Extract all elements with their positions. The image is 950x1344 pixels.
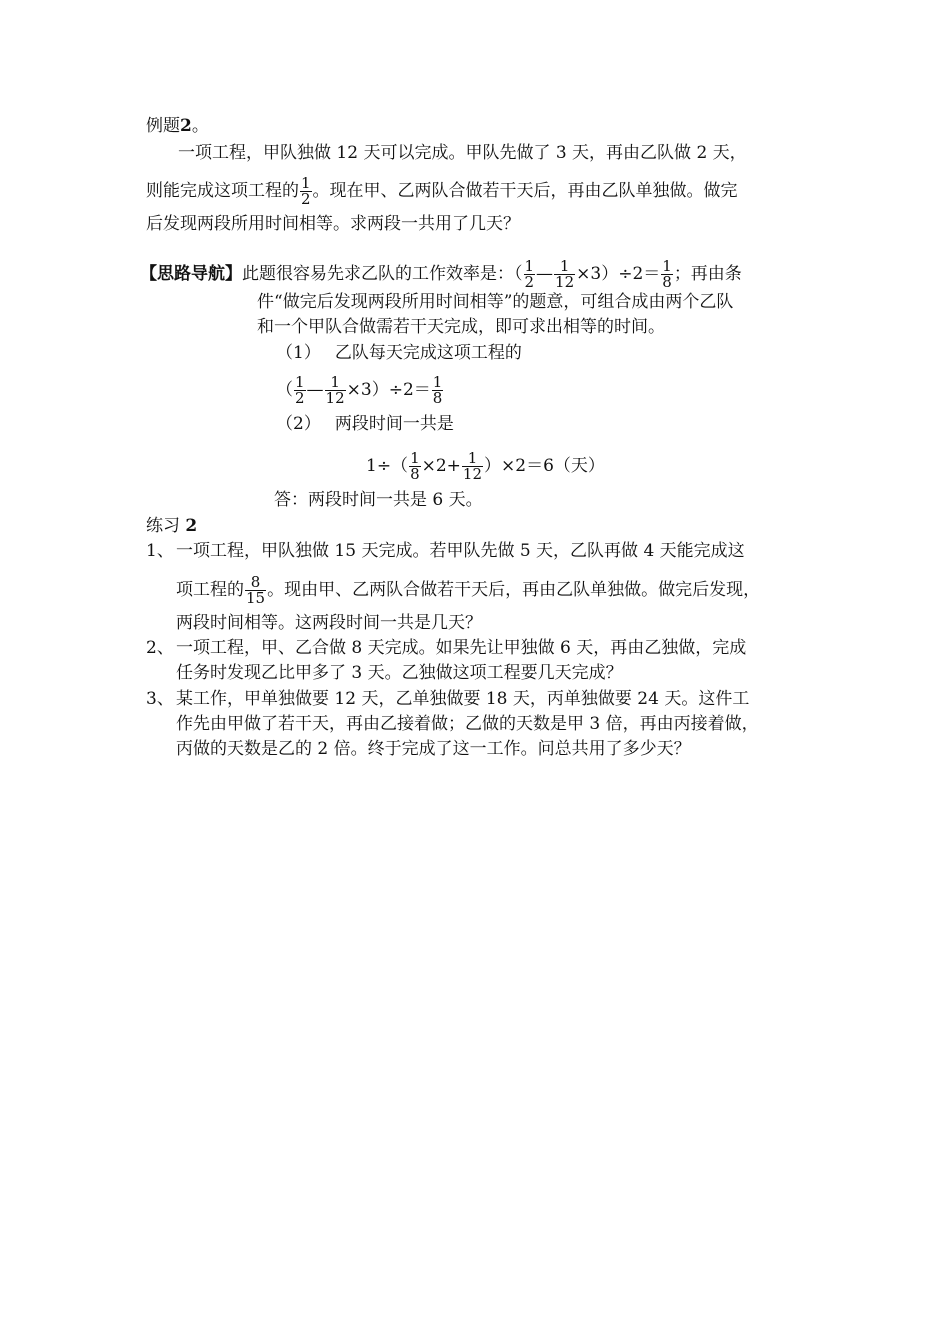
fraction xyxy=(554,259,575,290)
guide-text: ；再由条 xyxy=(673,264,742,284)
step-1-label: （1） xyxy=(276,343,321,363)
formula-text: ）×2＝6（天） xyxy=(484,456,605,476)
fraction-numerator: 1 xyxy=(325,375,346,391)
question-3-line-3: 丙做的天数是乙的 2 倍。终于完成了这一工作。问总共用了多少天？ xyxy=(176,739,691,759)
step-2-formula xyxy=(366,451,605,482)
answer-line: 答：两段时间一共是 6 天。 xyxy=(274,490,483,510)
fraction-numerator: 1 xyxy=(554,259,575,275)
step-1-formula xyxy=(276,375,444,406)
fraction-denominator: 12 xyxy=(462,465,483,483)
practice-heading-number: 2 xyxy=(185,516,198,536)
fraction-denominator: 12 xyxy=(325,389,345,407)
fraction xyxy=(462,451,483,482)
minus-sign: — xyxy=(536,264,554,284)
fraction-denominator: 8 xyxy=(432,389,443,407)
fraction xyxy=(432,375,444,406)
open-paren: （ xyxy=(276,380,293,400)
question-1-line-3: 两段时间相等。这两段时间一共是几天？ xyxy=(176,613,482,633)
example-paragraph-line-3: 后发现两段所用时间相等。求两段一共用了几天？ xyxy=(146,214,520,234)
fraction-numerator: 1 xyxy=(524,257,535,275)
example-paragraph-line-1: 一项工程，甲队独做 12 天可以完成。甲队先做了 3 天，再由乙队做 2 天， xyxy=(178,143,747,163)
example-text: 则能完成这项工程的 xyxy=(146,181,299,201)
example-heading-text: 例题 xyxy=(146,116,180,136)
question-3-line-1: 某工作，甲单独做要 12 天，乙单独做要 18 天，丙单独做要 24 天。这件工 xyxy=(176,689,750,709)
fraction xyxy=(409,451,421,482)
question-text: 。现由甲、乙两队合做若干天后，再由乙队单独做。做完后发现， xyxy=(267,580,761,600)
practice-heading-text: 练习 xyxy=(146,516,180,536)
fraction-numerator: 1 xyxy=(462,451,483,467)
example-heading xyxy=(146,115,209,137)
question-2-number: 2、 xyxy=(146,638,174,658)
example-heading-end: 。 xyxy=(191,116,209,136)
fraction xyxy=(661,259,673,290)
step-2-label: （2） xyxy=(276,414,321,434)
fraction xyxy=(524,259,536,290)
question-3-line-2: 作先由甲做了若干天，再由乙接着做；乙做的天数是甲 3 倍，再由丙接着做， xyxy=(176,714,759,734)
example-text: 。现在甲、乙两队合做若干天后，再由乙队单独做。做完 xyxy=(312,181,738,201)
fraction-denominator: 12 xyxy=(555,273,575,291)
example-paragraph-line-2 xyxy=(146,176,738,207)
step-2-line xyxy=(276,413,454,435)
formula-text: 1÷（ xyxy=(366,456,409,476)
step-1-line xyxy=(276,342,522,364)
question-3-number: 3、 xyxy=(146,689,174,709)
fraction-numerator: 8 xyxy=(245,575,266,591)
fraction xyxy=(325,375,346,406)
guide-label: 【思路导航】 xyxy=(140,264,242,284)
step-2-text: 两段时间一共是 xyxy=(334,414,454,434)
guide-text: 此题很容易先求乙队的工作效率是：（ xyxy=(242,264,523,284)
question-1-number: 1、 xyxy=(146,541,174,561)
question-1-line-1: 一项工程，甲队独做 15 天完成。若甲队先做 5 天，乙队再做 4 天能完成这 xyxy=(176,541,745,561)
fraction-numerator: 1 xyxy=(410,449,420,467)
question-2-line-2: 任务时发现乙比甲多了 3 天。乙独做这项工程要几天完成？ xyxy=(176,663,623,683)
fraction xyxy=(294,375,306,406)
guide-line-3: 和一个甲队合做需若干天完成，即可求出相等的时间。 xyxy=(257,317,665,337)
question-1-line-2 xyxy=(176,575,760,606)
minus-sign: — xyxy=(306,380,324,400)
question-2-line-1: 一项工程，甲、乙合做 8 天完成。如果先让甲独做 6 天，再由乙独做，完成 xyxy=(176,638,747,658)
step-1-text: 乙队每天完成这项工程的 xyxy=(334,343,522,363)
fraction-denominator: 8 xyxy=(410,465,420,483)
fraction-numerator: 1 xyxy=(301,174,311,192)
formula-text: ×3）÷2＝ xyxy=(346,380,431,400)
example-heading-number: 2 xyxy=(180,116,192,136)
fraction xyxy=(245,575,266,606)
fraction-numerator: 1 xyxy=(295,373,305,391)
fraction-numerator: 1 xyxy=(662,257,672,275)
fraction-denominator: 2 xyxy=(301,190,311,208)
fraction-numerator: 1 xyxy=(432,373,443,391)
fraction xyxy=(300,176,312,207)
practice-heading xyxy=(146,515,197,537)
question-text: 项工程的 xyxy=(176,580,244,600)
fraction-denominator: 2 xyxy=(295,389,305,407)
guide-text: ×3）÷2＝ xyxy=(576,264,661,284)
fraction-denominator: 8 xyxy=(662,273,672,291)
formula-text: ×2+ xyxy=(421,456,461,476)
guide-line-2: 件“做完后发现两段所用时间相等”的题意，可组合成由两个乙队 xyxy=(257,292,734,312)
fraction-denominator: 2 xyxy=(524,273,535,291)
fraction-denominator: 15 xyxy=(246,589,266,607)
guide-line-1 xyxy=(140,259,742,290)
